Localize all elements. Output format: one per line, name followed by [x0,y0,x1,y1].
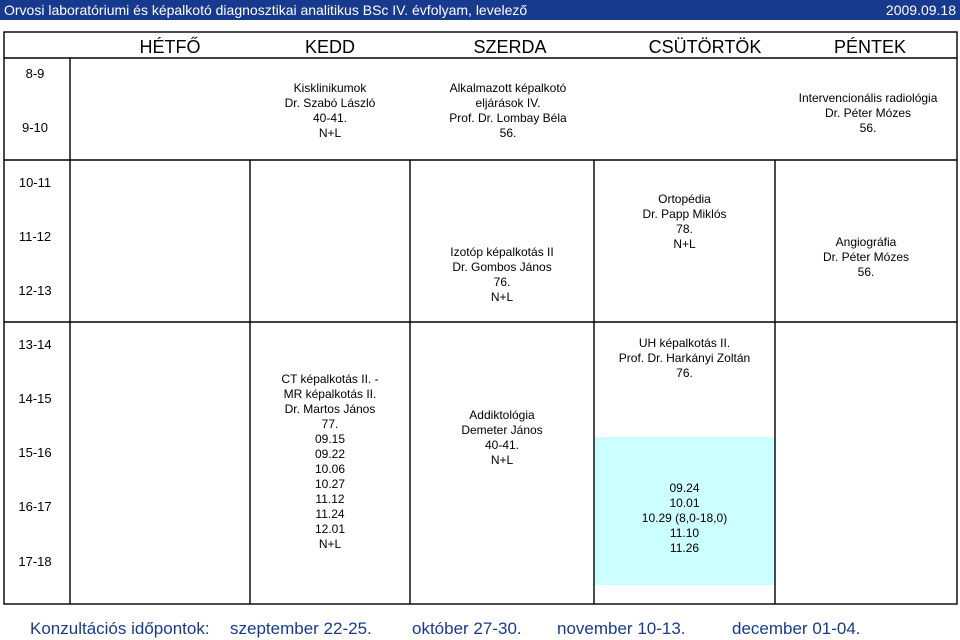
cell-line: N+L [318,126,342,140]
cell-line: N+L [318,537,342,551]
cell-line: Dr. Péter Mózes [824,106,912,120]
cell-line: 11.24 [315,507,345,521]
cell-monday-afternoon [250,372,410,552]
cell-thursday-dates [594,481,775,556]
cell-wednesday-afternoon [410,408,594,468]
day-wednesday: SZERDA [473,37,547,57]
cell-line: Alkalmazott képalkotó [449,81,567,95]
cell-tuesday-midday [410,245,594,305]
cell-line: N+L [490,453,514,467]
header-title: Orvosi laboratóriumi és képalkotó diagnosztikai analitikus BSc IV. évfolyam, levelező [4,2,528,18]
cell-line: Dr. Szabó László [284,96,376,110]
cell-line: Addiktológia [469,408,535,422]
footer-date: december 01-04. [732,619,861,638]
cell-line: 56. [859,121,877,135]
time-label: 17-18 [18,554,52,569]
cell-line: Prof. Dr. Lombay Béla [449,111,567,125]
footer-date: október 27-30. [412,619,522,638]
cell-line: 10.27 [314,477,346,491]
cell-line: UH képalkotás II. [638,336,731,350]
cell-line: 11.10 [669,526,700,540]
cell-line: Kisklinikumok [293,81,367,95]
cell-line: CT képalkotás II. - [281,372,379,386]
cell-thursday-afternoon [594,336,775,381]
footer-date: szeptember 22-25. [230,619,372,638]
cell-line: eljárások IV. [475,96,541,110]
time-label: 16-17 [18,499,52,514]
time-label: 15-16 [18,445,52,460]
day-tuesday: KEDD [304,37,355,57]
cell-friday-midday [775,235,957,280]
cell-line: 09.22 [314,447,346,461]
day-friday: PÉNTEK [833,37,907,57]
cell-friday-morning [778,91,958,136]
time-label: 14-15 [18,391,52,406]
cell-line: Dr. Péter Mózes [822,250,910,264]
consultation-footer [0,618,960,640]
cell-line: 40-41. [484,438,520,452]
day-thursday: CSÜTÖRTÖK [648,37,762,57]
cell-line: Angiográfia [835,235,897,249]
cell-line: Ortopédia [658,192,711,206]
cell-line: Dr. Martos János [284,402,376,416]
footer-label: Konzultációs időpontok: [30,619,210,638]
cell-line: N+L [673,237,696,251]
cell-line: Prof. Dr. Harkányi Zoltán [618,351,751,365]
cell-tuesday-morning [418,81,598,141]
day-header-row [0,36,960,58]
cell-line: 78. [676,222,693,236]
cell-line: 10.06 [314,462,346,476]
cell-line: Dr. Papp Miklós [642,207,727,221]
cell-line: 11.12 [315,492,345,506]
cell-line: Dr. Gombos János [452,260,552,274]
cell-line: Izotóp képalkotás II [450,245,554,259]
cell-line: 09.24 [669,481,700,495]
time-label: 13-14 [18,337,52,352]
cell-line: 09.15 [314,432,346,446]
day-monday: HÉTFŐ [139,37,201,57]
time-label: 10-11 [18,175,52,190]
cell-line: 40-41. [312,111,348,125]
time-label: 8-9 [25,66,45,81]
footer-date: november 10-13. [557,619,686,638]
cell-line: 77. [321,417,339,431]
cell-line: 10.29 (8,0-18,0) [641,511,728,525]
cell-monday-morning [245,81,415,141]
cell-line: 10.01 [669,496,700,510]
cell-line: Intervencionális radiológia [798,91,938,105]
time-label: 12-13 [18,283,52,298]
cell-line: N+L [490,290,514,304]
time-label: 11-12 [18,229,52,244]
header-date: 2009.09.18 [885,2,956,18]
cell-line: 56. [857,265,875,279]
cell-line: MR képalkotás II. [283,387,377,401]
cell-line: 12.01 [314,522,346,536]
cell-line: Demeter János [461,423,543,437]
cell-line: 11.26 [669,541,700,555]
time-label: 9-10 [21,120,49,135]
cell-line: 56. [499,126,517,140]
cell-line: 76. [676,366,693,380]
cell-thursday-midday [594,192,775,252]
cell-line: 76. [493,275,511,289]
